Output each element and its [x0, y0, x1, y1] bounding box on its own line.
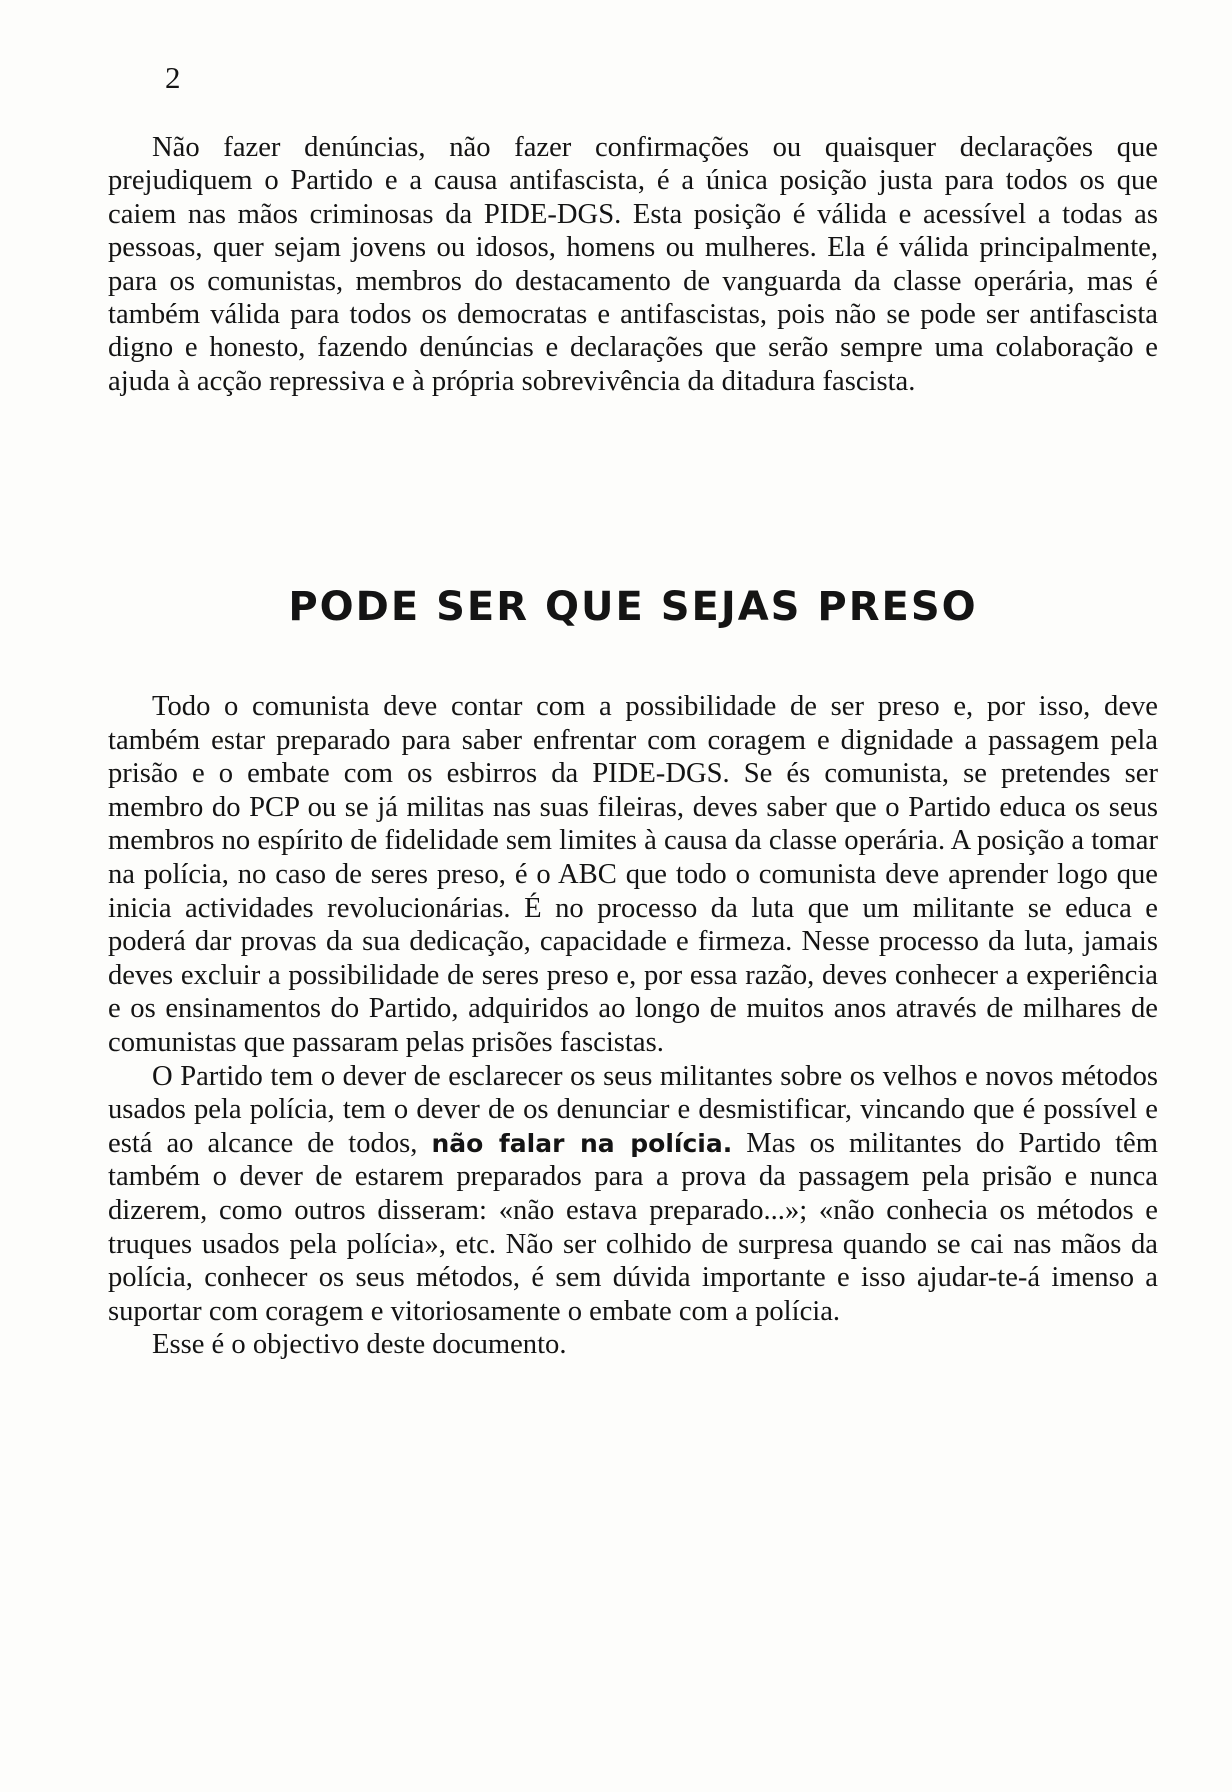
- paragraph-text-before: O Partido tem o dever de esclarecer os seus militantes sobre os velhos e novos métodos usados pela polícia, tem o dever de os denunciar e desmistificar, vincando que é possível e está ao alcance de todos,: [108, 1060, 1158, 1159]
- intro-paragraph: Não fazer denúncias, não fazer confirmações ou quaisquer declarações que prejudiquem o Partido e a causa antifascista, é a única posição justa para todos os que caiem nas mãos criminosas da PIDE-DGS. Esta posição é válida e acessível a todas as pessoas, quer sejam jovens ou idosos, homens ou mulheres. Ela é válida principalmente, para os comunistas, membros do destacamento de vanguarda da classe operária, mas é também válida para todos os democratas e antifascistas, pois não se pode ser antifascista digno e honesto, fazendo denúncias e declarações que serão sempre uma colaboração e ajuda à acção repressiva e à própria sobrevivência da ditadura fascista.: [108, 132, 1158, 397]
- body-paragraph-1: Todo o comunista deve contar com a possibilidade de ser preso e, por isso, deve também estar preparado para saber enfrentar com coragem e dignidade a passagem pela prisão e o embate com os esbirros da PIDE-DGS. Se és comunista, se pretendes ser membro do PCP ou se já militas nas suas fileiras, deves saber que o Partido educa os seus membros no espírito de fidelidade sem limites à causa da classe operária. A posição a tomar na polícia, no caso de seres preso, é o ABC que todo o comunista deve aprender logo que inicia actividades revolucionárias. É no processo da luta que um militante se educa e poderá dar provas da sua dedicação, capacidade e firmeza. Nesse processo da luta, jamais deves excluir a possibilidade de seres preso e, por essa razão, deves conhecer a experiência e os ensinamentos do Partido, adquiridos ao longo de muitos anos através de milhares de comunistas que passaram pelas prisões fascistas.: [108, 691, 1158, 1058]
- page-number: 2: [165, 60, 181, 95]
- emphasized-phrase: não falar na polícia.: [431, 1128, 733, 1158]
- body-paragraph-3: Esse é o objectivo deste documento.: [152, 1329, 567, 1361]
- section-body: [108, 690, 1158, 1362]
- paragraph-text-after: Mas os militantes do Partido têm também o dever de estarem preparados para a prova da passagem pela prisão e nunca dizerem, como outros disseram: «não estava preparado...»; «não conhecia os métodos e truques usados pela polícia», etc. Não ser colhido de surpresa quando se cai nas mãos da polícia, conhecer os seus métodos, é sem dúvida importante e isso ajudar-te-á imenso a suportar com coragem e vitoriosamente o embate com a polícia.: [108, 1127, 1158, 1327]
- section-heading: PODE SER QUE SEJAS PRESO: [288, 584, 978, 630]
- body-paragraph-2: [108, 1060, 1158, 1329]
